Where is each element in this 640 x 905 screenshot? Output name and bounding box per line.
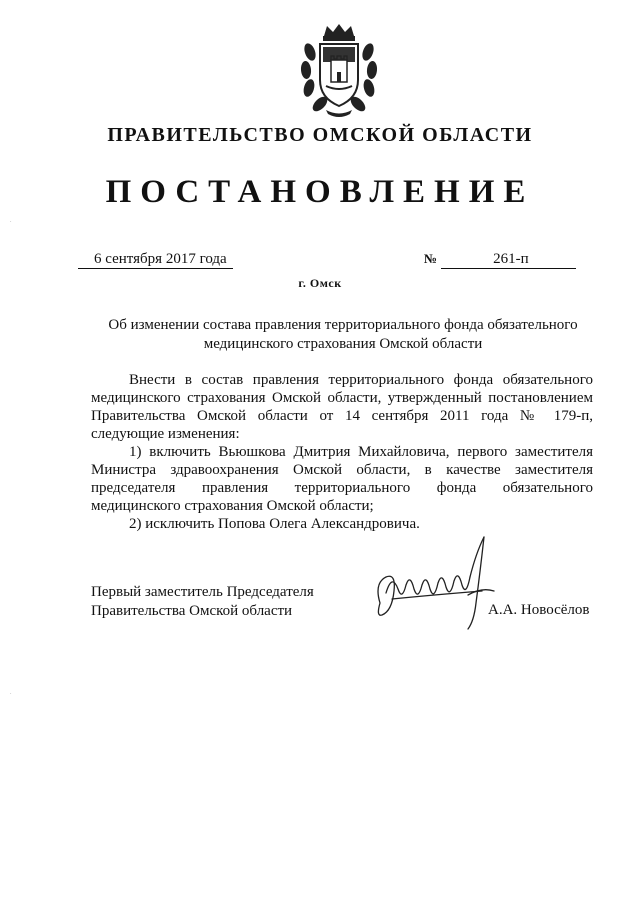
body-line: медицинского страхования Омской области; xyxy=(91,498,374,514)
body-line: 1) включить Вьюшкова Дмитрия Михайловича, первого заместителя xyxy=(129,444,593,460)
decree-date: 6 сентября 2017 года xyxy=(78,251,233,269)
decree-number-field xyxy=(424,251,576,269)
issue-city: г. Омск xyxy=(298,276,342,290)
signer-name: А.А. Новосёлов xyxy=(488,602,590,618)
body-line: 2) исключить Попова Олега Александровича. xyxy=(129,516,420,532)
signer-position-line: Первый заместитель Председателя xyxy=(91,584,314,600)
margin-mark: . xyxy=(10,218,12,224)
body-line: председателя правления территориального фонда обязательного xyxy=(91,480,593,496)
signer-position xyxy=(91,583,314,621)
decree-subject xyxy=(96,316,590,354)
body-line: медицинского страхования Омской области, утвержденный постановлением xyxy=(91,390,593,406)
body-line: Министра здравоохранения Омской области, в качестве заместителя xyxy=(91,462,593,478)
document-type-heading: ПОСТАНОВЛЕНИЕ xyxy=(105,174,535,210)
decree-number: 261-п xyxy=(441,251,576,269)
body-line: следующие изменения: xyxy=(91,426,240,442)
signer-position-line: Правительства Омской области xyxy=(91,603,293,619)
government-title: ПРАВИТЕЛЬСТВО ОМСКОЙ ОБЛАСТИ xyxy=(107,124,533,146)
subject-line: Об изменении состава правления территориального фонда обязательного xyxy=(108,317,578,333)
decree-body xyxy=(91,371,593,533)
subject-line: медицинского страхования Омской области xyxy=(203,336,483,352)
margin-mark: . xyxy=(10,690,12,696)
coat-of-arms-icon xyxy=(296,22,382,118)
body-line: Правительства Омской области от 14 сентября 2011 года № 179-п, xyxy=(91,408,593,424)
number-label: № xyxy=(424,251,438,266)
body-line: Внести в состав правления территориального фонда обязательного xyxy=(129,372,593,388)
